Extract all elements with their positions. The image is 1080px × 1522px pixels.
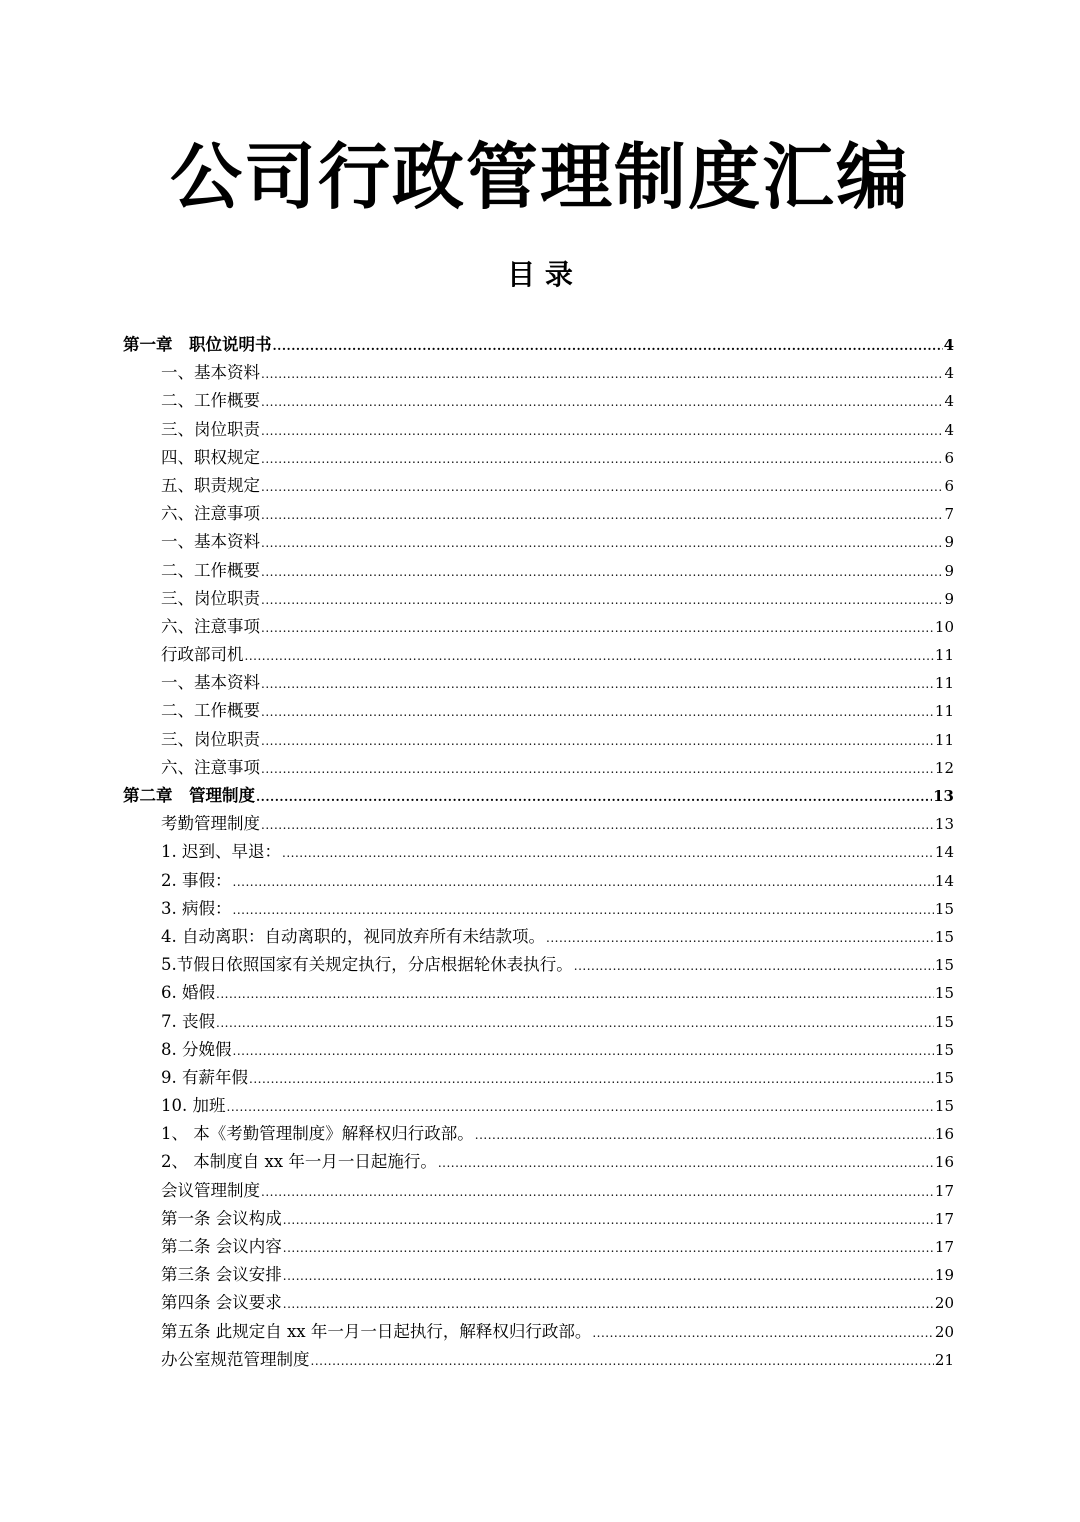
toc-leader-dots: [216, 980, 934, 1008]
toc-entry-label: 第二章 管理制度: [123, 786, 255, 805]
toc-entry[interactable]: [123, 1205, 954, 1233]
toc-entry-label: 三、岗位职责: [161, 419, 260, 439]
toc-leader-dots: [227, 1093, 934, 1121]
toc-leader-dots: [261, 501, 943, 529]
toc-entry-label: 考勤管理制度: [161, 814, 260, 834]
toc-entry[interactable]: [123, 923, 954, 951]
toc-leader-dots: [233, 1037, 934, 1065]
toc-entry[interactable]: [123, 1008, 954, 1036]
toc-entry[interactable]: [123, 697, 954, 725]
toc-entry[interactable]: [123, 1177, 954, 1205]
toc-leader-dots: [261, 614, 934, 642]
toc-entry-label: 第一条 会议构成: [161, 1208, 282, 1228]
toc-leader-dots: [282, 839, 934, 867]
table-of-contents: [123, 331, 954, 1374]
toc-page-number: 11: [934, 702, 954, 721]
toc-leader-dots: [475, 1121, 934, 1149]
toc-page-number: 12: [934, 758, 954, 777]
toc-entry[interactable]: [123, 1318, 954, 1346]
toc-entry[interactable]: [123, 613, 954, 641]
toc-page-number: 15: [934, 956, 954, 975]
toc-entry-label: 8. 分娩假: [161, 1039, 232, 1059]
toc-page-number: 13: [933, 787, 954, 805]
toc-entry-label: 二、工作概要: [161, 701, 260, 721]
toc-leader-dots: [261, 586, 943, 614]
toc-entry-label: 9. 有薪年假: [161, 1067, 248, 1087]
toc-page-number: 15: [934, 1040, 954, 1059]
toc-page-number: 20: [934, 1322, 954, 1341]
toc-chapter-entry[interactable]: [123, 331, 954, 359]
toc-page-number: 15: [934, 927, 954, 946]
toc-entry-label: 二、工作概要: [161, 391, 260, 411]
toc-entry-label: 7. 丧假: [161, 1011, 215, 1031]
toc-entry-label: 一、基本资料: [161, 673, 260, 693]
toc-page-number: 13: [934, 815, 954, 834]
toc-page-number: 4: [944, 392, 954, 411]
toc-leader-dots: [261, 558, 943, 586]
toc-page-number: 17: [934, 1238, 954, 1256]
toc-page-number: 6: [944, 476, 954, 495]
toc-entry[interactable]: [123, 1289, 954, 1317]
toc-entry[interactable]: [123, 1346, 954, 1374]
toc-entry[interactable]: [123, 1064, 954, 1092]
toc-leader-dots: [233, 896, 934, 924]
toc-entry[interactable]: [123, 528, 954, 556]
toc-page-number: 9: [944, 561, 954, 580]
toc-page-number: 15: [934, 1012, 954, 1031]
toc-leader-dots: [283, 1262, 934, 1290]
toc-page-number: 17: [934, 1181, 954, 1200]
toc-entry[interactable]: [123, 1120, 954, 1148]
toc-leader-dots: [233, 868, 934, 896]
toc-leader-dots: [261, 698, 934, 726]
toc-entry-label: 办公室规范管理制度: [161, 1349, 310, 1369]
toc-entry-label: 第三条 会议安排: [161, 1265, 282, 1285]
toc-entry[interactable]: [123, 557, 954, 585]
toc-page-number: 4: [943, 336, 954, 354]
toc-entry-label: 三、岗位职责: [161, 729, 260, 749]
toc-entry-label: 3. 病假：: [161, 898, 232, 918]
toc-leader-dots: [592, 1319, 934, 1347]
toc-page-number: 4: [944, 420, 954, 439]
toc-page-number: 11: [934, 674, 954, 693]
toc-leader-dots: [546, 924, 934, 952]
toc-page-number: 11: [934, 730, 954, 749]
document-title: 公司行政管理制度汇编: [169, 135, 910, 219]
toc-leader-dots: [261, 360, 943, 388]
toc-entry[interactable]: [123, 359, 954, 387]
toc-entry[interactable]: [123, 500, 954, 528]
toc-page-number: 7: [944, 505, 954, 524]
toc-entry-label: 六、注意事项: [161, 504, 260, 524]
toc-entry-label: 一、基本资料: [161, 363, 260, 383]
toc-entry-label: 四、职权规定: [161, 447, 260, 467]
toc-entry[interactable]: [123, 472, 954, 500]
toc-leader-dots: [311, 1347, 934, 1375]
toc-entry-label: 6. 婚假: [161, 983, 215, 1003]
toc-entry[interactable]: [123, 979, 954, 1007]
toc-leader-dots: [261, 388, 943, 416]
toc-entry-label: 1、 本《考勤管理制度》解释权归行政部。: [161, 1124, 474, 1144]
toc-page-number: 14: [934, 843, 954, 862]
toc-page-number: 9: [944, 533, 954, 552]
toc-page-number: 10: [934, 617, 954, 636]
toc-leader-dots: [438, 1149, 934, 1177]
toc-leader-dots: [283, 1206, 934, 1234]
toc-entry[interactable]: [123, 387, 954, 415]
toc-entry[interactable]: [123, 838, 954, 866]
toc-entry[interactable]: [123, 951, 954, 979]
toc-entry[interactable]: [123, 1092, 954, 1120]
toc-entry-label: 会议管理制度: [161, 1180, 260, 1200]
toc-page-number: 15: [934, 1097, 954, 1116]
toc-leader-dots: [283, 1290, 934, 1318]
toc-entry[interactable]: [123, 1148, 954, 1176]
toc-entry-label: 10. 加班: [161, 1096, 226, 1116]
toc-entry[interactable]: [123, 754, 954, 782]
toc-leader-dots: [283, 1234, 934, 1262]
toc-leader-dots: [249, 1065, 934, 1093]
toc-entry-label: 4. 自动离职：自动离职的，视同放弃所有未结款项。: [161, 926, 545, 946]
toc-page-number: 17: [934, 1209, 954, 1228]
toc-entry-label: 1. 迟到、早退：: [161, 842, 281, 862]
toc-leader-dots: [261, 417, 943, 445]
toc-page-number: 15: [934, 984, 954, 1003]
toc-entry-label: 六、注意事项: [161, 757, 260, 777]
toc-page-number: 15: [934, 899, 954, 918]
toc-entry[interactable]: [123, 444, 954, 472]
toc-leader-dots: [261, 529, 943, 557]
toc-entry-label: 二、工作概要: [161, 560, 260, 580]
toc-entry[interactable]: [123, 1261, 954, 1289]
toc-page-number: 16: [934, 1125, 954, 1144]
toc-leader-dots: [261, 445, 943, 473]
toc-entry-label: 第五条 此规定自 xx 年一月一日起执行，解释权归行政部。: [161, 1321, 592, 1341]
toc-entry[interactable]: [123, 416, 954, 444]
toc-page-number: 11: [934, 646, 954, 665]
toc-page-number: 4: [944, 364, 954, 383]
toc-leader-dots: [245, 642, 934, 670]
toc-page-number: 6: [944, 448, 954, 467]
toc-page-number: 15: [934, 1068, 954, 1087]
toc-entry[interactable]: [123, 1036, 954, 1064]
toc-leader-dots: [261, 811, 934, 839]
toc-leader-dots: [216, 1009, 934, 1037]
toc-page-number: 14: [934, 871, 954, 890]
toc-heading: 目 录: [507, 258, 573, 291]
toc-leader-dots: [261, 473, 943, 501]
toc-entry-label: 5.节假日依照国家有关规定执行，分店根据轮休表执行。: [161, 955, 573, 975]
toc-leader-dots: [261, 670, 934, 698]
toc-entry-label: 2、 本制度自 xx 年一月一日起施行。: [161, 1152, 437, 1172]
toc-entry-label: 一、基本资料: [161, 532, 260, 552]
toc-entry-label: 五、职责规定: [161, 475, 260, 495]
toc-entry[interactable]: [123, 1233, 954, 1261]
toc-entry[interactable]: [123, 641, 954, 669]
toc-entry-label: 行政部司机: [161, 645, 244, 665]
toc-entry[interactable]: [123, 810, 954, 838]
toc-entry[interactable]: [123, 867, 954, 895]
toc-leader-dots: [273, 332, 943, 360]
toc-entry[interactable]: [123, 726, 954, 754]
toc-entry[interactable]: [123, 895, 954, 923]
toc-page-number: 16: [934, 1153, 954, 1172]
toc-entry[interactable]: [123, 585, 954, 613]
toc-leader-dots: [261, 727, 934, 755]
toc-page-number: 9: [944, 589, 954, 608]
toc-page-number: 20: [934, 1294, 954, 1313]
toc-chapter-entry[interactable]: [123, 782, 954, 810]
toc-page-number: 19: [934, 1266, 954, 1285]
toc-entry-label: 2. 事假：: [161, 870, 232, 890]
toc-leader-dots: [261, 1178, 934, 1206]
toc-leader-dots: [261, 755, 934, 783]
toc-entry-label: 第一章 职位说明书: [123, 335, 272, 354]
toc-leader-dots: [574, 952, 934, 980]
toc-entry-label: 第四条 会议要求: [161, 1293, 282, 1313]
toc-page-number: 21: [934, 1350, 954, 1369]
toc-entry-label: 第二条 会议内容: [161, 1237, 282, 1256]
toc-entry[interactable]: [123, 669, 954, 697]
toc-entry-label: 三、岗位职责: [161, 588, 260, 608]
toc-leader-dots: [256, 783, 932, 811]
toc-entry-label: 六、注意事项: [161, 616, 260, 636]
